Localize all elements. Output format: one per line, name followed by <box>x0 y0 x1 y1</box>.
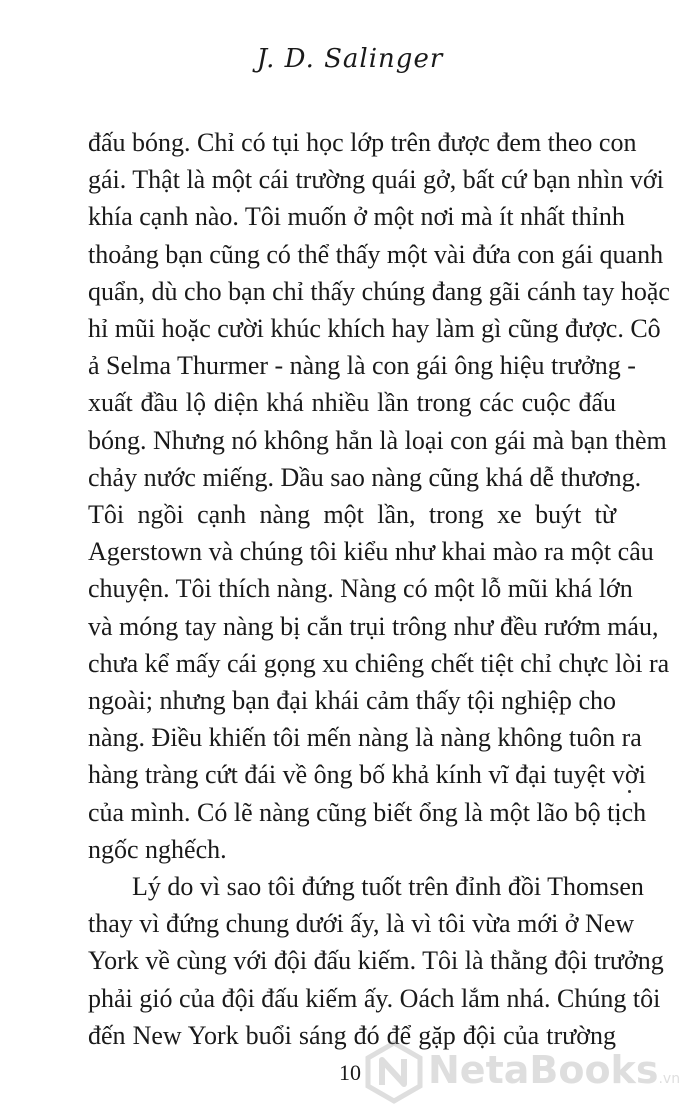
body-text <box>88 124 670 1054</box>
page-number: 10 <box>339 1060 361 1085</box>
text-line: và móng tay nàng bị cắn trụi trông như đều rướm máu, <box>88 611 659 641</box>
watermark-logo <box>364 1040 694 1104</box>
text-line: ngoài; nhưng bạn đại khái cảm thấy tội nghiệp cho <box>88 686 616 716</box>
paragraph <box>88 868 664 1054</box>
text-line: bóng. Nhưng nó không hẳn là loại con gái mà bạn thèm <box>88 425 667 455</box>
text-line: khía cạnh nào. Tôi muốn ở một nơi mà ít nhất thỉnh <box>88 202 625 232</box>
text-line: chưa kể mấy cái gọng xu chiêng chết tiệt chỉ chực lòi ra <box>88 648 670 678</box>
text-line: ngốc nghếch. <box>88 834 227 864</box>
running-header-author: J. D. Salinger <box>256 44 444 74</box>
text-line: nàng. Điều khiến tôi mến nàng là nàng không tuôn ra <box>88 723 642 753</box>
text-line: gái. Thật là một cái trường quái gở, bất cứ bạn nhìn với <box>88 165 664 195</box>
text-line: của mình. Có lẽ nàng cũng biết ổng là một lão bộ tịch <box>88 797 647 827</box>
paragraph <box>88 124 670 868</box>
stray-ink-dot <box>628 790 631 793</box>
text-line: Tôi ngồi cạnh nàng một lần, trong xe buýt từ <box>88 500 616 530</box>
text-line: thay vì đứng chung dưới ấy, là vì tôi vừa mới ở New <box>88 909 635 939</box>
netabooks-logo-icon <box>364 1040 424 1104</box>
text-line: phải gió của đội đấu kiếm ấy. Oách lắm nhá. Chúng tôi <box>88 983 661 1013</box>
text-line: Agerstown và chúng tôi kiểu như khai mào ra một câu <box>88 537 654 567</box>
text-line: chuyện. Tôi thích nàng. Nàng có một lỗ mũi khá lớn <box>88 574 633 604</box>
text-line: đấu bóng. Chỉ có tụi học lớp trên được đem theo con <box>88 128 637 157</box>
watermark-suffix: .vn <box>658 1071 681 1087</box>
text-line: ả Selma Thurmer - nàng là con gái ông hiệu trưởng - <box>88 351 636 381</box>
text-line: chảy nước miếng. Dầu sao nàng cũng khá dễ thương. <box>88 462 642 492</box>
text-line: thoảng bạn cũng có thể thấy một vài đứa con gái quanh <box>88 239 664 269</box>
text-line: hỉ mũi hoặc cười khúc khích hay làm gì cũng được. Cô <box>88 314 661 344</box>
watermark-text <box>428 1048 680 1092</box>
watermark-brand: NetaBooks <box>428 1048 659 1092</box>
text-line: hàng tràng cứt đái về ông bố khả kính vĩ đại tuyệt vời <box>88 760 646 790</box>
text-line: York về cùng với đội đấu kiếm. Tôi là thằng đội trưởng <box>88 946 664 976</box>
text-line: Lý do vì sao tôi đứng tuốt trên đỉnh đồi Thomsen <box>132 872 644 902</box>
text-line: đến New York buổi sáng đó để gặp đội của trường <box>88 1020 616 1050</box>
text-line: xuất đầu lộ diện khá nhiều lần trong các cuộc đấu <box>88 388 616 418</box>
text-line: quẩn, dù cho bạn chỉ thấy chúng đang gãi cánh tay hoặc <box>88 276 670 306</box>
